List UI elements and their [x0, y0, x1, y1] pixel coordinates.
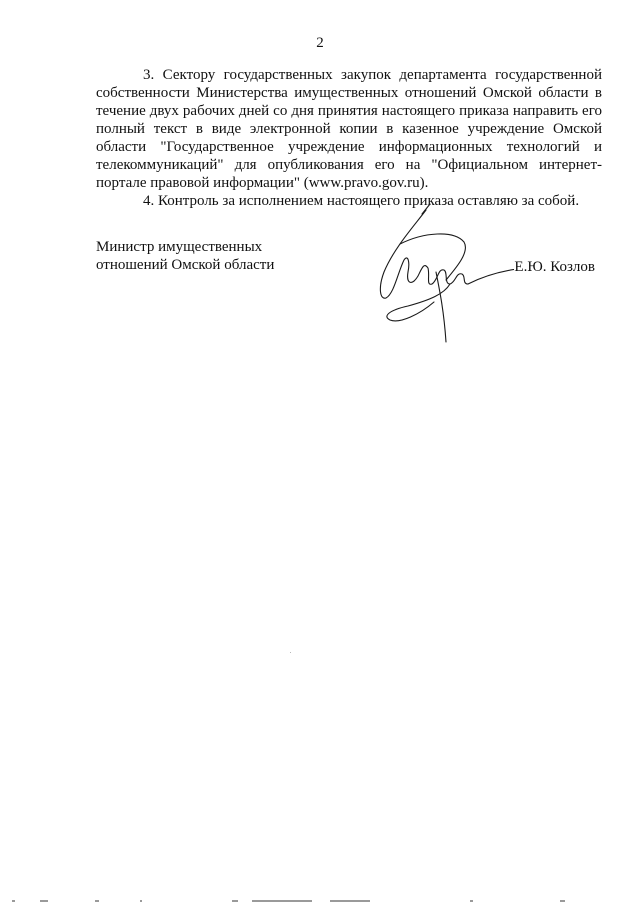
scan-edge-noise [0, 899, 640, 903]
signer-position [96, 238, 346, 274]
signature-block [96, 238, 602, 348]
handwritten-signature [364, 202, 514, 352]
page-number: 2 [316, 35, 324, 51]
signer-position-line-2: отношений Омской области [96, 257, 275, 273]
paragraph-4: 4. Контроль за исполнением настоящего приказа оставляю за собой. [143, 193, 580, 209]
signer-position-line-1: Министр имущественных [96, 239, 263, 255]
document-body [96, 66, 602, 210]
paragraph-3: 3. Сектору государственных закупок департамента государственной собственности Министерства имущественных отношений Омской области в течение двух рабочих дней со дня принятия настоящего приказа направить его полный текст в виде электронной копии в казенное учреждение Омской области "Государственное учреждение информационных технологий и телекоммуникаций" для опубликования его на "Официальном интернет-портале правовой информации" (www.pravo.gov.ru). [96, 67, 602, 191]
signer-name: Е.Ю. Козлов [514, 259, 595, 275]
scan-speck [290, 652, 291, 653]
